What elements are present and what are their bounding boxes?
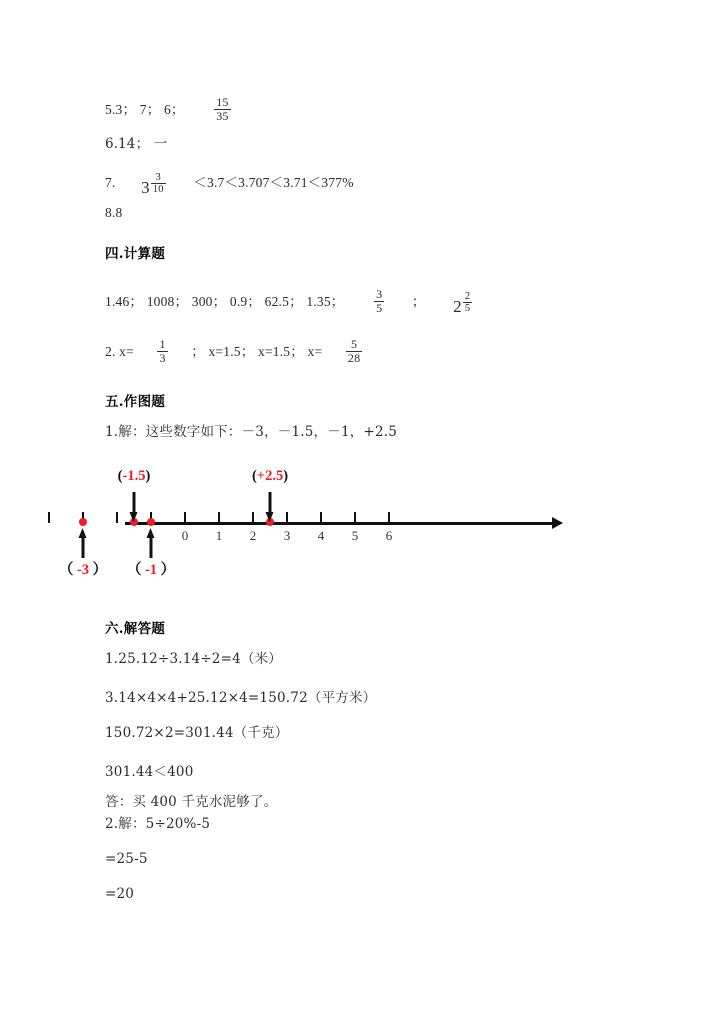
point-label-below: （ -1 ） <box>126 562 176 578</box>
fraction-denominator: 10 <box>152 184 164 196</box>
point-label-below: （ -3 ） <box>58 562 108 578</box>
axis-tick <box>184 512 187 523</box>
axis-tick <box>252 512 255 523</box>
point-label-above: (-1.5) <box>117 468 151 484</box>
item2-prefix: 2. x= <box>105 344 134 360</box>
section-six-line-1: 3.14×4×4+25.12×4=150.72（平方米） <box>105 690 377 706</box>
plotted-point <box>147 518 155 526</box>
axis-arrowhead-icon <box>552 517 563 529</box>
mixed-fraction <box>463 291 472 314</box>
mixed-whole: 3 <box>141 177 150 197</box>
axis-tick-label: 0 <box>181 528 189 543</box>
axis-tick <box>116 512 119 523</box>
mixed-number-3-3-10 <box>141 172 168 196</box>
section-six-line-6: =25-5 <box>105 851 148 867</box>
pointer-arrow-up-icon <box>79 528 88 558</box>
answer-item-6-text: 14； 一 <box>118 136 168 152</box>
section-four-item-2 <box>105 338 364 364</box>
answer-5-number: 5. <box>105 102 116 118</box>
fraction-3-5 <box>374 288 384 314</box>
axis-tick-label: 5 <box>351 528 359 543</box>
fraction-numerator: 2 <box>464 291 471 303</box>
section-six-heading: 六.解答题 <box>105 621 166 637</box>
section-six-line-5: 2.解：5÷20%-5 <box>105 816 211 832</box>
fraction-denominator: 5 <box>376 300 383 315</box>
fraction-numerator: 5 <box>346 338 362 352</box>
section-six-line-4: 答：买 400 千克水泥够了。 <box>105 794 278 810</box>
plotted-point <box>79 518 87 526</box>
section-four-heading: 四.计算题 <box>105 246 166 262</box>
number-line-axis <box>125 522 555 525</box>
answer-5-values: 3； 7； 6； <box>115 102 185 118</box>
mixed-whole: 2 <box>453 297 462 317</box>
item2-middle: ； x=1.5； x=1.5； x= <box>191 344 323 360</box>
axis-tick <box>388 512 391 523</box>
section-six-line-0: 1.25.12÷3.14÷2=4（米） <box>105 651 282 667</box>
answer-item-8: 8.8 <box>105 205 123 220</box>
answer-item-7 <box>105 172 354 196</box>
fraction-15-35 <box>214 96 230 122</box>
section-six-line-2: 150.72×2=301.44（千克） <box>105 725 289 741</box>
axis-tick <box>48 512 51 523</box>
fraction-denominator: 35 <box>216 108 229 123</box>
number-line-figure <box>58 468 575 588</box>
axis-tick-label: 3 <box>283 528 291 543</box>
section-four-item-1 <box>105 288 474 315</box>
axis-tick <box>286 512 289 523</box>
axis-tick <box>354 512 357 523</box>
fraction-numerator: 3 <box>151 172 166 184</box>
answer-7-number: 7. <box>105 175 116 191</box>
answer-7-comparison: ＜3.7＜3.707＜3.71＜377% <box>193 175 354 191</box>
section-six-line-3: 301.44＜400 <box>105 764 194 780</box>
axis-tick-label: 4 <box>317 528 325 543</box>
axis-tick-label: 1 <box>215 528 223 543</box>
section-six-line-7: =20 <box>105 886 135 902</box>
item1-separator: ； <box>411 294 426 310</box>
item1-values: 46； 1008； 300； 0.9； 62.5； 1.35； <box>115 294 345 310</box>
answer-item-6: 6. <box>105 136 119 152</box>
fraction-numerator: 3 <box>376 287 383 301</box>
point-label-above: (+2.5) <box>251 468 289 484</box>
fraction-1-3 <box>157 338 167 364</box>
answer-item-5 <box>105 96 233 122</box>
fraction-denominator: 3 <box>159 350 166 365</box>
section-five-heading: 五.作图题 <box>105 394 166 410</box>
pointer-arrow-down-icon <box>266 492 275 522</box>
fraction-5-28 <box>346 338 362 364</box>
axis-tick-label: 2 <box>249 528 257 543</box>
axis-tick <box>218 512 221 523</box>
fraction-denominator: 28 <box>347 350 361 365</box>
section-five-item-1: 1.解：这些数字如下：－3，－1.5，－1，+2.5 <box>105 424 398 440</box>
fraction-numerator: 15 <box>216 95 229 109</box>
mixed-number-2-2-5 <box>453 291 474 315</box>
item1-prefix: 1. <box>105 294 116 310</box>
axis-tick-label: 6 <box>385 528 393 543</box>
fraction-denominator: 5 <box>464 303 471 315</box>
pointer-arrow-up-icon <box>147 528 156 558</box>
pointer-arrow-down-icon <box>130 492 139 522</box>
fraction-numerator: 1 <box>159 337 166 351</box>
axis-tick <box>320 512 323 523</box>
mixed-fraction <box>151 172 166 195</box>
